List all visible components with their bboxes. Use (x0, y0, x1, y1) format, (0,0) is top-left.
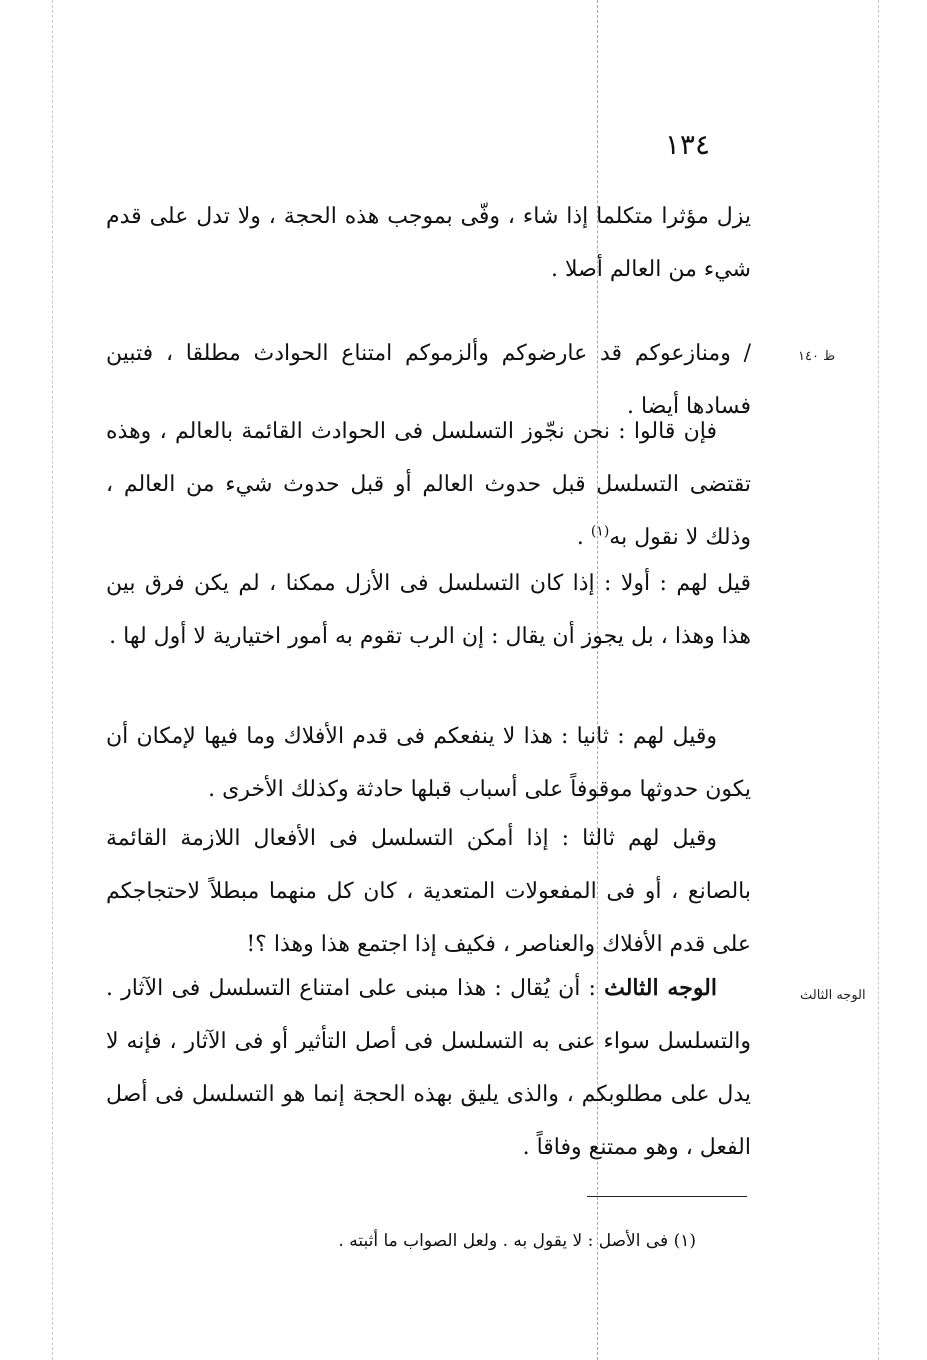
footnote-separator (587, 1196, 747, 1197)
paragraph-7 (106, 962, 751, 1174)
paragraph-2-text: / ومنازعوكم قد عارضوكم وألزموكم امتناع الحوادث مطلقا ، فتبين فسادها أيضا . (106, 341, 751, 419)
section-heading-third-aspect: الوجه الثالث (604, 975, 718, 1001)
footnote-reference: (١) (590, 523, 610, 540)
paragraph-5-text: وقيل لهم : ثانيا : هذا لا ينفعكم فى قدم الأفلاك وما فيها لإمكان أن يكون حدوثها موقوفاً على أسباب قبلها حادثة وكذلك الأخرى . (106, 724, 751, 802)
scan-artifact-line (52, 0, 53, 1360)
paragraph-7-text: : أن يُقال : هذا مبنى على امتناع التسلسل فى الآثار . والتسلسل سواء عنى به التسلسل فى أصل التأثير أو فى الآثار ، فإنه لا يدل على مطلوبكم ، والذى يليق بهذه الحجة إنما هو التسلسل فى أصل الفعل ، وهو ممتنع وفاقاً . (106, 976, 751, 1160)
paragraph-6 (106, 812, 751, 971)
paragraph-5 (106, 710, 751, 816)
paragraph-4-text: قيل لهم : أولا : إذا كان التسلسل فى الأزل ممكنا ، لم يكن فرق بين هذا وهذا ، بل يجوز أن يقال : إن الرب تقوم به أمور اختيارية لا أول لها . (106, 571, 751, 649)
footnote-text: فى الأصل : لا يقول به . ولعل الصواب ما أثبته . (338, 1231, 674, 1251)
page-number: ١٣٤ (664, 128, 710, 161)
scan-artifact-line (878, 0, 879, 1360)
margin-note-folio: ظ ١٤٠ (798, 349, 836, 364)
paragraph-3 (106, 405, 751, 564)
paragraph-3-end: . (576, 525, 591, 550)
paragraph-6-text: وقيل لهم ثالثا : إذا أمكن التسلسل فى الأفعال اللازمة القائمة بالصانع ، أو فى المفعولات المتعدية ، كان كل منهما مبطلاً لاحتجاجكم على قدم الأفلاك والعناصر ، فكيف إذا اجتمع هذا وهذا ؟! (106, 826, 751, 957)
paragraph-3-text: فإن قالوا : نحن نجّوز التسلسل فى الحوادث القائمة بالعالم ، وهذه تقتضى التسلسل قبل حدوث العالم أو قبل حدوث شيء من العالم ، وذلك لا نقول به (106, 419, 751, 550)
margin-note-third-aspect: الوجه الثالث (800, 988, 866, 1003)
paragraph-4 (106, 557, 751, 663)
paragraph-1 (106, 190, 751, 296)
footnote (200, 1228, 696, 1254)
footnote-marker: (١) (673, 1231, 696, 1251)
paragraph-1-text: يزل مؤثرا متكلما إذا شاء ، وفّى بموجب هذه الحجة ، ولا تدل على قدم شيء من العالم أصلا . (106, 204, 751, 282)
